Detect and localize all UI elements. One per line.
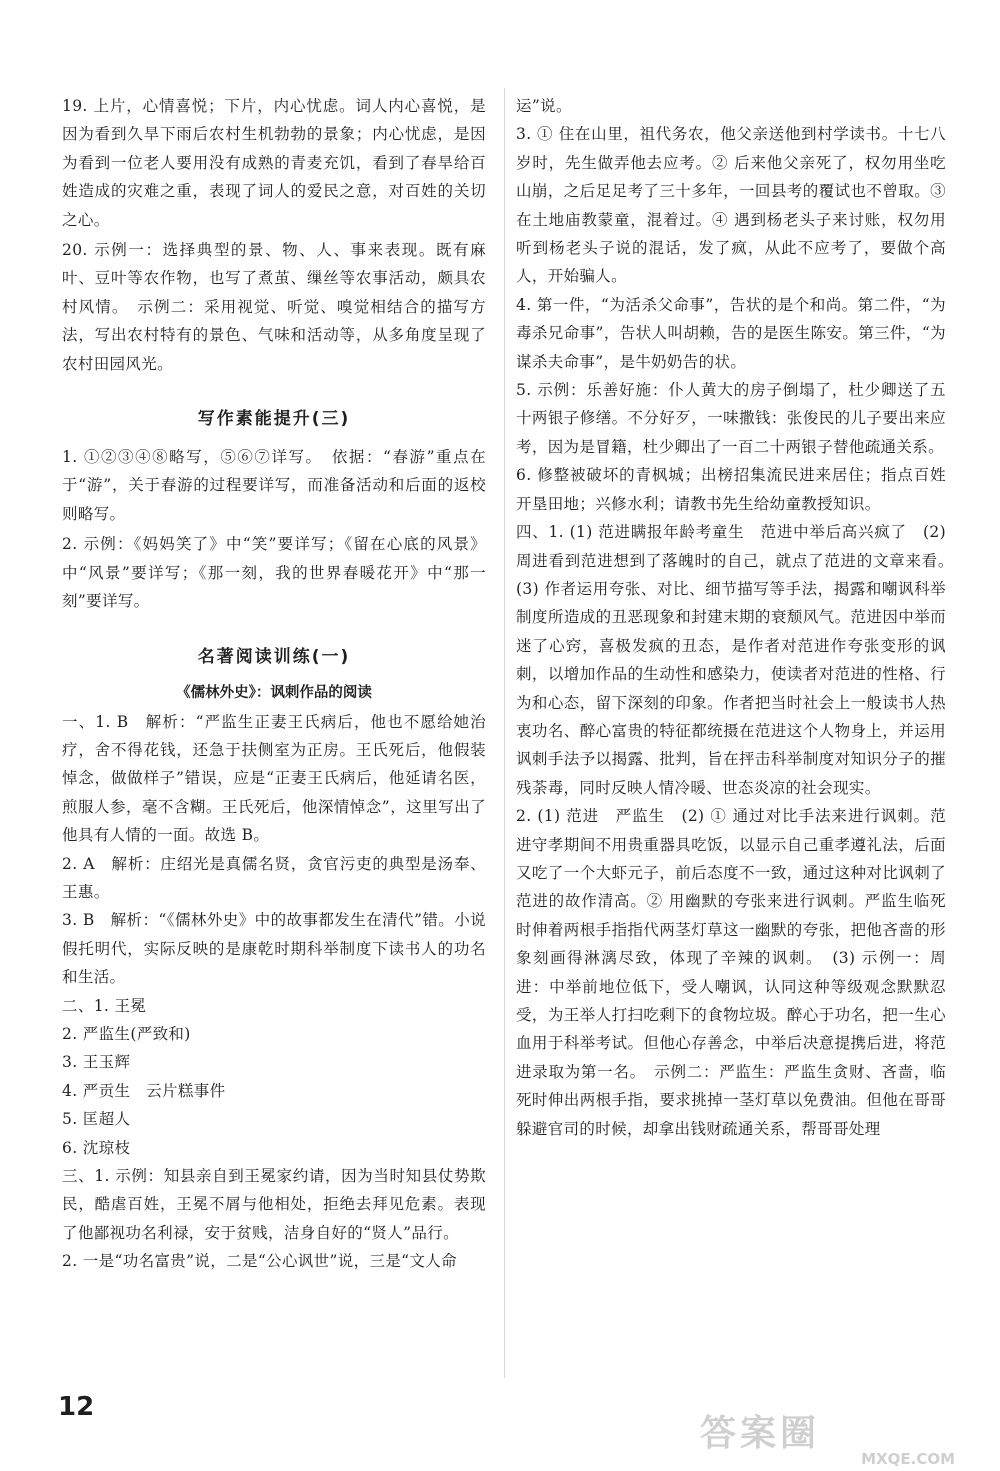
part3-answer-1: 三、1. 示例：知县亲自到王冕家约请，因为当时知县仗势欺民，酷虐百姓，王冕不屑与他相处，拒绝去拜见危素。表现了他鄙视功名利禄，安于贫贱，洁身自好的“贤人”品行。: [62, 1167, 486, 1242]
page-number: 12: [58, 1392, 95, 1422]
right-answer-3: 3. ① 住在山里，祖代务农，他父亲送他到村学读书。十七八岁时，先生做弄他去应考。② 后来他父亲死了，权勿用坐吃山崩，之后足足考了三十多年，一回县考的覆试也不曾取。③ 在土地庙教蒙童，混着过。④ 遇到杨老头子来讨账，权勿用听到杨老头子说的混话，发了疯，从此不应考了，要做个高人，开始骗人。: [516, 125, 946, 286]
part2-answer-3: 3. 王玉辉: [62, 1053, 131, 1072]
part2-answer-2: 2. 严监生(严致和): [62, 1024, 191, 1043]
right-answer-5: 5. 示例：乐善好施：仆人黄大的房子倒塌了，杜少卿送了五十两银子修缮。不分好歹，一味撒钱：张俊民的儿子要出来应考，因为是冒籍，杜少卿出了一百二十两银子替他疏通关系。: [516, 381, 946, 456]
part2-answer-4: 4. 严贡生 云片糕事件: [62, 1081, 226, 1100]
writing-answer-2: 2. 示例：《妈妈笑了》中“笑”要详写；《留在心底的风景》中“风景”要详写；《那一刻，我的世界春暖花开》中“那一刻”要详写。: [62, 535, 486, 611]
right-answer-6: 6. 修整被破坏的青枫城；出榜招集流民进来居住；指点百姓开垦田地；兴修水利；请教书先生给幼童教授知识。: [516, 466, 946, 513]
part1-answer-1: 一、1. B 解析：“严监生正妻王氏病后，他也不愿给她治疗，舍不得花钱，还急于扶侧室为正房。王氏死后，他假装悼念，做做样子”错误，应是“正妻王氏病后，他延请名医，煎服人参，毫不含糊。王氏死后，他深情悼念”，这里写出了他具有人情的一面。故选 B。: [62, 712, 486, 845]
left-column: [62, 92, 486, 1276]
section-title-writing: 写作素能提升(三): [197, 409, 351, 430]
watermark-cn: 答案圈: [700, 1413, 821, 1454]
part1-answer-2: 2. A 解析：庄绍光是真儒名贤，贪官污吏的典型是汤奉、王惠。: [62, 854, 486, 901]
section-subtitle-reading: 《儒林外史》：讽刺作品的阅读: [176, 684, 372, 701]
continued-text: 运”说。: [516, 97, 572, 115]
right-answer-4: 4. 第一件，“为活杀父命事”，告状的是个和尚。第二件，“为毒杀兄命事”，告状人叫胡赖，告的是医生陈安。第三件，“为谋杀夫命事”，是牛奶奶告的状。: [516, 295, 946, 371]
part4-answer-1: 四、1. (1) 范进瞒报年龄考童生 范进中举后高兴疯了 (2) 周进看到范进想到了落魄时的自己，就点了范进的文章来看。 (3) 作者运用夸张、对比、细节描写等手法，揭露和嘲讽科举制度所造成的丑恶现象和封建末期的衰颓风气。范进因中举而迷了心窍，喜极发疯的丑态，是作者对范进作夸张变形的讽刺，以增加作品的生动性和感染力，使读者对范进的性格、行为和心态，留下深刻的印象。作者把当时社会上一般读书人热衷功名、醉心富贵的特征都统摄在范进这个人物身上，并运用讽刺手法予以揭露、批判，旨在抨击科举制度对知识分子的摧残荼毒，同时反映人情冷暖、世态炎凉的社会现实。: [516, 523, 962, 797]
watermark-en: MXQE.COM: [861, 1450, 955, 1468]
part1-answer-3: 3. B 解析：“《儒林外史》中的故事都发生在清代”错。小说假托明代，实际反映的是康乾时期科举制度下读书人的功名和生活。: [62, 911, 486, 987]
section-title-reading: 名著阅读训练(一): [197, 646, 351, 667]
answer-19: 19. 上片，心情喜悦；下片，内心忧虑。词人内心喜悦，是因为看到久旱下雨后农村生机勃勃的景象；内心忧虑，是因为看到一位老人要用没有成熟的青麦充饥，看到了春旱给百姓造成的灾难之重，表现了词人的爱民之意，对百姓的关切之心。: [62, 97, 486, 229]
part3-answer-2: 2. 一是“功名富贵”说，二是“公心讽世”说，三是“文人命: [62, 1252, 457, 1271]
part2-answer-6: 6. 沈琼枝: [62, 1138, 131, 1157]
answer-20: 20. 示例一：选择典型的景、物、人、事来表现。既有麻叶、豆叶等农作物，也写了煮茧、缫丝等农事活动，颇具农村风情。 示例二：采用视觉、听觉、嗅觉相结合的描写方法，写出农村特有的景色、气味和活动等，从多角度呈现了农村田园风光。: [62, 241, 486, 373]
watermark-logo: [700, 1405, 955, 1468]
column-divider: [504, 88, 505, 1378]
writing-answer-1: 1. ①②③④⑧略写，⑤⑥⑦详写。 依据：“春游”重点在于“游”，关于春游的过程要详写，而准备活动和后面的返校则略写。: [62, 448, 486, 523]
right-column: [516, 92, 962, 1143]
part4-answer-2: 2. (1) 范进 严监生 (2) ① 通过对比手法来进行讽刺。范进守孝期间不用贵重器具吃饭，以显示自己重孝遵礼法，后面又吃了一个大虾元子，前后态度不一致，通过这种对比讽刺了范进的故作清高。② 用幽默的夸张来进行讽刺。严监生临死时伸着两根手指指代两茎灯草这一幽默的夸张，把他吝啬的形象刻画得淋漓尽致，体现了辛辣的讽刺。 (3) 示例一：周进：中举前地位低下，受人嘲讽，认同这种等级观念默默忍受，为王举人打扫吃剩下的食物垃圾。醉心于功名，把一生心血用于科举考试。但他心存善念，中举后决意提携后进，将范进录取为第一名。 示例二：严监生：严监生贪财、吝啬，临死时伸出两根手指，要求挑掉一茎灯草以免费油。但他在哥哥躲避官司的时候，却拿出钱财疏通关系，帮哥哥处理: [516, 807, 946, 1138]
part2-answer-1: 二、1. 王冕: [62, 996, 147, 1015]
part2-answer-5: 5. 匡超人: [62, 1110, 131, 1129]
